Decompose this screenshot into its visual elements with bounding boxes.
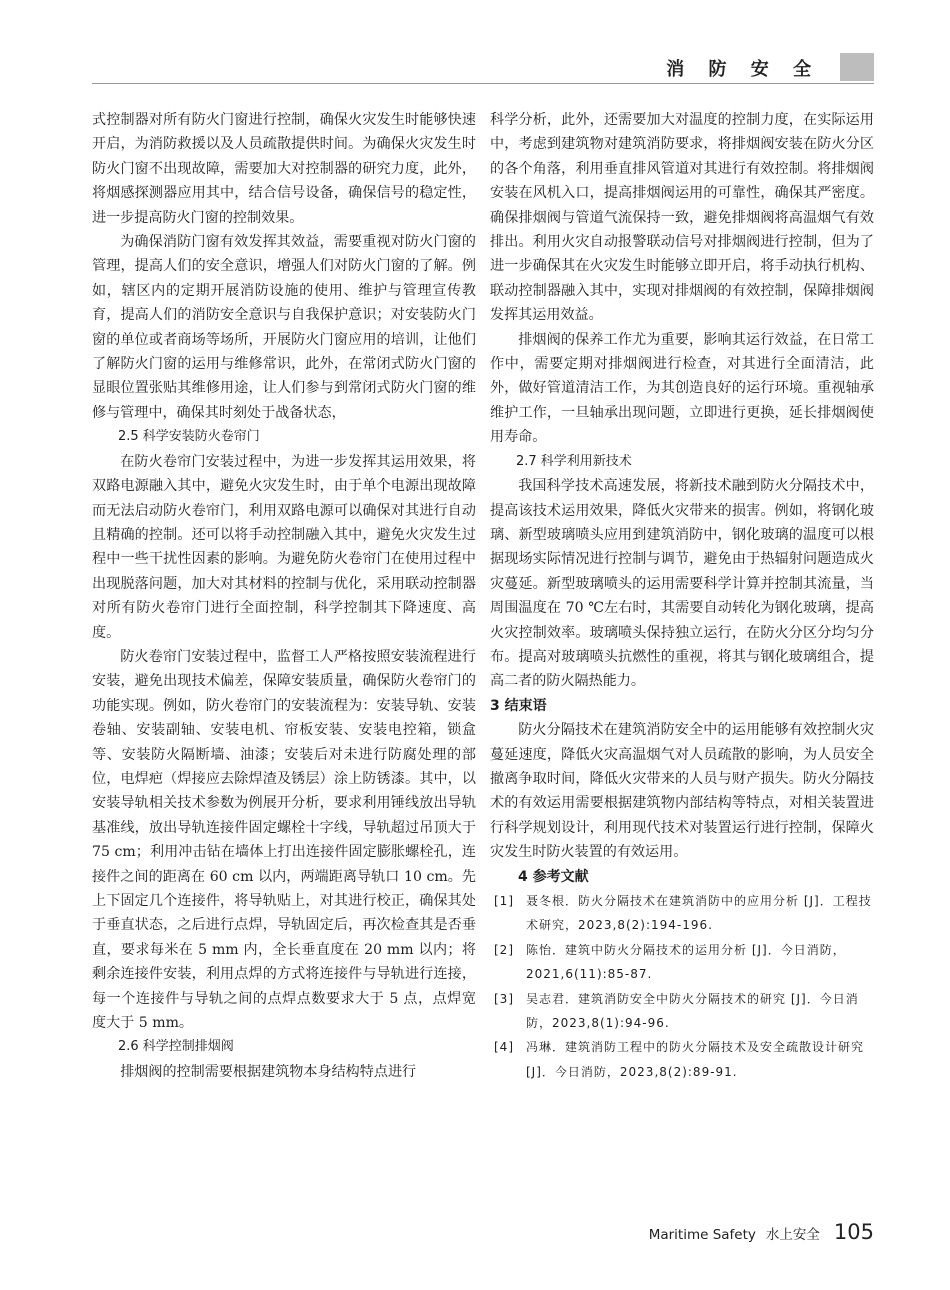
reference-item: [490, 1035, 874, 1084]
paragraph: 防火卷帘门安装过程中，监督工人严格按照安装流程进行安装，避免出现技术偏差，保障安装质量，确保防火卷帘门的功能实现。例如，防火卷帘门的安装流程为：安装导轨、安装卷轴、安装副轴、安装电机、帘板安装、安装电控箱，锁盒等、安装防火隔断墙、油漆；安装后对未进行防腐处理的部位，电焊疤（焊接应去除焊渣及锈层）涂上防锈漆。其中，以安装导轨相关技术参数为例展开分析，要求利用锤线放出导轨基准线，放出导轨连接件固定螺栓十字线，导轨超过吊顶大于 75 cm；利用冲击钻在墙体上打出连接件固定膨胀螺栓孔，连接件之间的距离在 60 cm 以内，两端距离导轨口 10 cm。先上下固定几个连接件，将导轨贴上，对其进行校正，确保其处于垂直状态，之后进行点焊，导轨固定后，再次检查其是否垂直，要求每米在 5 mm 内，全长垂直度在 20 mm 以内；将剩余连接件安装，利用点焊的方式将连接件与导轨进行连接，每一个连接件与导轨之间的点焊点数要求大于 5 点，点焊宽度大于 5 mm。: [92, 648, 476, 1032]
reference-number: [3]: [494, 991, 514, 1006]
left-column: [92, 108, 476, 1084]
subheading-2-5: 2.5 科学安装防火卷帘门: [118, 429, 260, 445]
reference-text: 聂冬根．防火分隔技术在建筑消防中的应用分析 [J]．工程技术研究，2023,8(2):194-196.: [526, 894, 872, 933]
reference-number: [1]: [494, 894, 514, 908]
paragraph: 科学分析，此外，还需要加大对温度的控制力度，在实际运用中，考虑到建筑物对建筑消防要求，将排烟阀安装在防火分区的各个角落，利用垂直排风管道对其进行有效控制。将排烟阀安装在风机入口，提高排烟阀运用的可靠性，确保其严密度。确保排烟阀与管道气流保持一致，避免排烟阀将高温烟气有效排出。利用火灾自动报警联动信号对排烟阀进行控制，但为了进一步确保其在火灾发生时能够立即开启，将手动执行机构、联动控制器融入其中，实现对排烟阀的有效控制，保障排烟阀发挥其运用效益。: [490, 112, 874, 324]
right-column: [490, 108, 874, 1084]
reference-list: [490, 889, 874, 1084]
page-footer: [649, 1220, 874, 1244]
paragraph: 排烟阀的保养工作尤为重要，影响其运行效益，在日常工作中，需要定期对排烟阀进行检查，对其进行全面清洁，此外，做好管道清洁工作，为其创造良好的运行环境。重视轴承维护工作，一旦轴承出现问题，立即进行更换，延长排烟阀使用寿命。: [490, 331, 874, 446]
reference-number: [2]: [494, 942, 514, 957]
section-title: 消 防 安 全: [666, 59, 820, 80]
subheading-2-6: 2.6 科学控制排烟阀: [118, 1039, 234, 1055]
paragraph: 为确保消防门窗有效发挥其效益，需要重视对防火门窗的管理，提高人们的安全意识，增强人们对防火门窗的了解。例如，辖区内的定期开展消防设施的使用、维护与管理宣传教育，提高人们的消防安全意识与自我保护意识；对安装防火门窗的单位或者商场等场所，开展防火门窗应用的培训，让他们了解防火门窗的运用与维修常识，此外，在常闭式防火门窗的显眼位置张贴其维修用途，让人们参与到常闭式防火门窗的维修与管理中，确保其时刻处于战备状态，: [92, 234, 476, 421]
reference-text: 冯琳．建筑消防工程中的防火分隔技术及安全疏散设计研究 [J]．今日消防，2023,8(2):89-91.: [526, 1040, 865, 1079]
paragraph: 式控制器对所有防火门窗进行控制，确保火灾发生时能够快速开启，为消防救援以及人员疏散提供时间。为确保火灾发生时防火门窗不出现故障，需要加大对控制器的研究力度，此外，将烟感探测器应用其中，结合信号设备，确保信号的稳定性，进一步提高防火门窗的控制效果。: [92, 112, 476, 226]
page-header: [0, 0, 950, 90]
paragraph: 防火分隔技术在建筑消防安全中的运用能够有效控制火灾蔓延速度，降低火灾高温烟气对人员疏散的影响，为人员安全撤离争取时间，降低火灾带来的人员与财产损失。防火分隔技术的有效运用需要根据建筑物内部结构等特点，对相关装置进行科学规划设计，利用现代技术对装置运行进行控制，保障火灾发生时防火装置的有效运用。: [490, 722, 874, 861]
reference-text: 吴志君．建筑消防安全中防火分隔技术的研究 [J]．今日消防，2023,8(1):94-96.: [526, 991, 859, 1031]
reference-item: [490, 938, 874, 987]
reference-item: [490, 987, 874, 1036]
subheading-2-7: 2.7 科学利用新技术: [516, 453, 632, 469]
header-gray-block: [840, 53, 874, 81]
paragraph: 排烟阀的控制需要根据建筑物本身结构特点进行: [120, 1063, 417, 1080]
journal-name-cn: 水上安全: [765, 1227, 820, 1243]
reference-number: [4]: [494, 1040, 514, 1055]
reference-item: [490, 889, 874, 938]
section-heading-conclusion: 3 结束语: [490, 697, 547, 714]
paragraph: 在防火卷帘门安装过程中，为进一步发挥其运用效果，将双路电源融入其中，避免火灾发生时，由于单个电源出现故障而无法启动防火卷帘门，利用双路电源可以确保对其进行自动且精确的控制。还可以将手动控制融入其中，避免火灾发生过程中一些干扰性因素的影响。为避免防火卷帘门在使用过程中出现脱落问题，加大对其材料的控制与优化，采用联动控制器对所有防火卷帘门进行全面控制，科学控制其下降速度、高度。: [92, 453, 476, 641]
journal-name-en: Maritime Safety: [648, 1227, 756, 1243]
header-rule: [92, 83, 874, 84]
page-number: 105: [833, 1220, 874, 1244]
reference-text: 陈怡．建筑中防火分隔技术的运用分析 [J]．今日消防，2021,6(11):85-87.: [526, 942, 846, 982]
paragraph: 我国科学技术高速发展，将新技术融到防火分隔技术中，提高该技术运用效果，降低火灾带来的损害。例如，将钢化玻璃、新型玻璃喷头应用到建筑消防中，钢化玻璃的温度可以根据现场实际情况进行控制与调节，避免由于热辐射问题造成火灾蔓延。新型玻璃喷头的运用需要科学计算并控制其流量，当周围温度在 70 ℃左右时，其需要自动转化为钢化玻璃，提高火灾控制效率。玻璃喷头保持独立运行，在防火分区分均匀分布。提高对玻璃喷头抗燃性的重视，将其与钢化玻璃组合，提高二者的防火隔热能力。: [490, 478, 874, 690]
section-heading-references: 4 参考文献: [518, 868, 589, 885]
